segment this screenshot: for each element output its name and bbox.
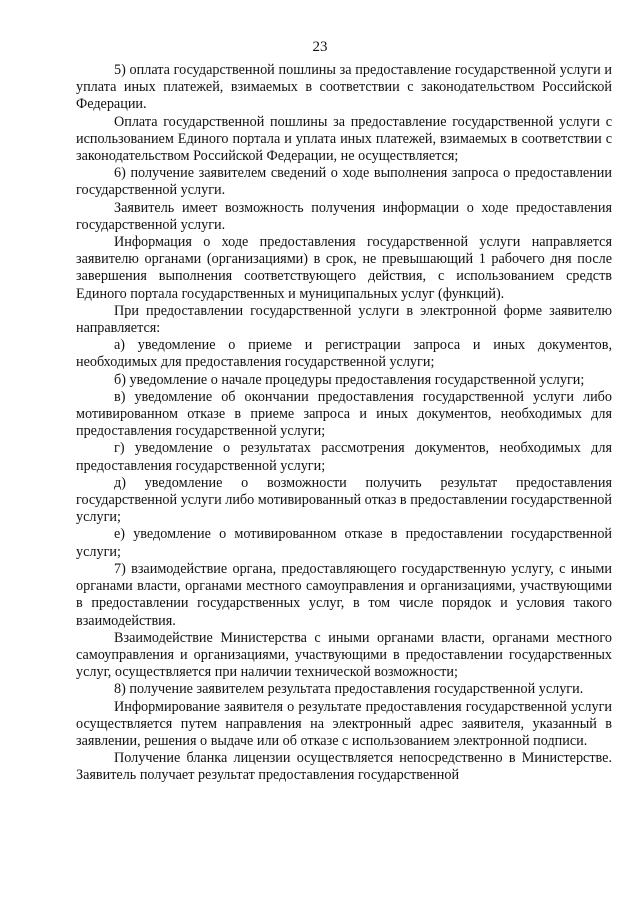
paragraph-notification-g: г) уведомление о результатах рассмотрения документов, необходимых для предоставления государственной услуги; <box>76 440 612 474</box>
paragraph-notification-b: б) уведомление о начале процедуры предоставления государственной услуги; <box>114 371 585 388</box>
paragraph-notification-a: а) уведомление о приеме и регистрации запроса и иных документов, необходимых для предоставления государственной услуги; <box>76 337 612 371</box>
paragraph-item-8-result: 8) получение заявителем результата предоставления государственной услуги. <box>114 681 584 698</box>
paragraph-status-availability: Заявитель имеет возможность получения информации о ходе предоставления государственной услуги. <box>76 199 612 233</box>
paragraph-result-informing: Информирование заявителя о результате предоставления государственной услуги осуществляется путем направления на электронный адрес заявителя, указанный в заявлении, решения о выдаче или об отказе с использованием электронной подписи. <box>76 698 612 749</box>
paragraph-ministry-interaction: Взаимодействие Министерства с иными органами власти, органами местного самоуправления и организациями, участвующими в предоставлении государственных услуг, осуществляется при наличии технической возможности; <box>76 629 612 681</box>
paragraph-payment-note: Оплата государственной пошлины за предоставление государственной услуги с использованием Единого портала и уплата иных платежей, взимаемых в соответствии с законодательством Российской Федерации, не осуществляется; <box>76 113 612 165</box>
paragraph-notification-e: е) уведомление о мотивированном отказе в предоставлении государственной услуги; <box>76 526 612 560</box>
paragraph-item-5-payment: 5) оплата государственной пошлины за предоставление государственной услуги и уплата иных платежей, взимаемых в соответствии с законодательством Российской Федерации. <box>76 62 612 113</box>
paragraph-notification-v: в) уведомление об окончании предоставления государственной услуги либо мотивированном отказе в приеме запроса и иных документов, необходимых для предоставления государственной услуги; <box>76 388 612 440</box>
document-body <box>76 62 612 785</box>
page-number: 23 <box>312 39 328 55</box>
paragraph-item-7-interaction: 7) взаимодействие органа, предоставляющего государственную услугу, с иными органами власти, органами местного самоуправления и организациями, участвующими в предоставлении государственных услуг, в том числе порядок и условия такого взаимодействия. <box>76 560 612 629</box>
paragraph-item-6-status-info: 6) получение заявителем сведений о ходе выполнения запроса о предоставлении государственной услуги. <box>76 165 612 199</box>
paragraph-notification-d: д) уведомление о возможности получить результат предоставления государственной услуги либо мотивированный отказ в предоставлении государственной услуги; <box>76 474 612 526</box>
paragraph-license-form: Получение бланка лицензии осуществляется непосредственно в Министерстве. Заявитель получает результат предоставления государственной <box>76 750 612 784</box>
paragraph-notifications-intro: При предоставлении государственной услуги в электронной форме заявителю направляется: <box>76 302 612 337</box>
paragraph-status-delivery: Информация о ходе предоставления государственной услуги направляется заявителю органами (организациями) в срок, не превышающий 1 рабочего дня после завершения выполнения соответствующего действия, с использованием средств Единого портала государственных и муниципальных услуг (функций). <box>76 234 612 302</box>
